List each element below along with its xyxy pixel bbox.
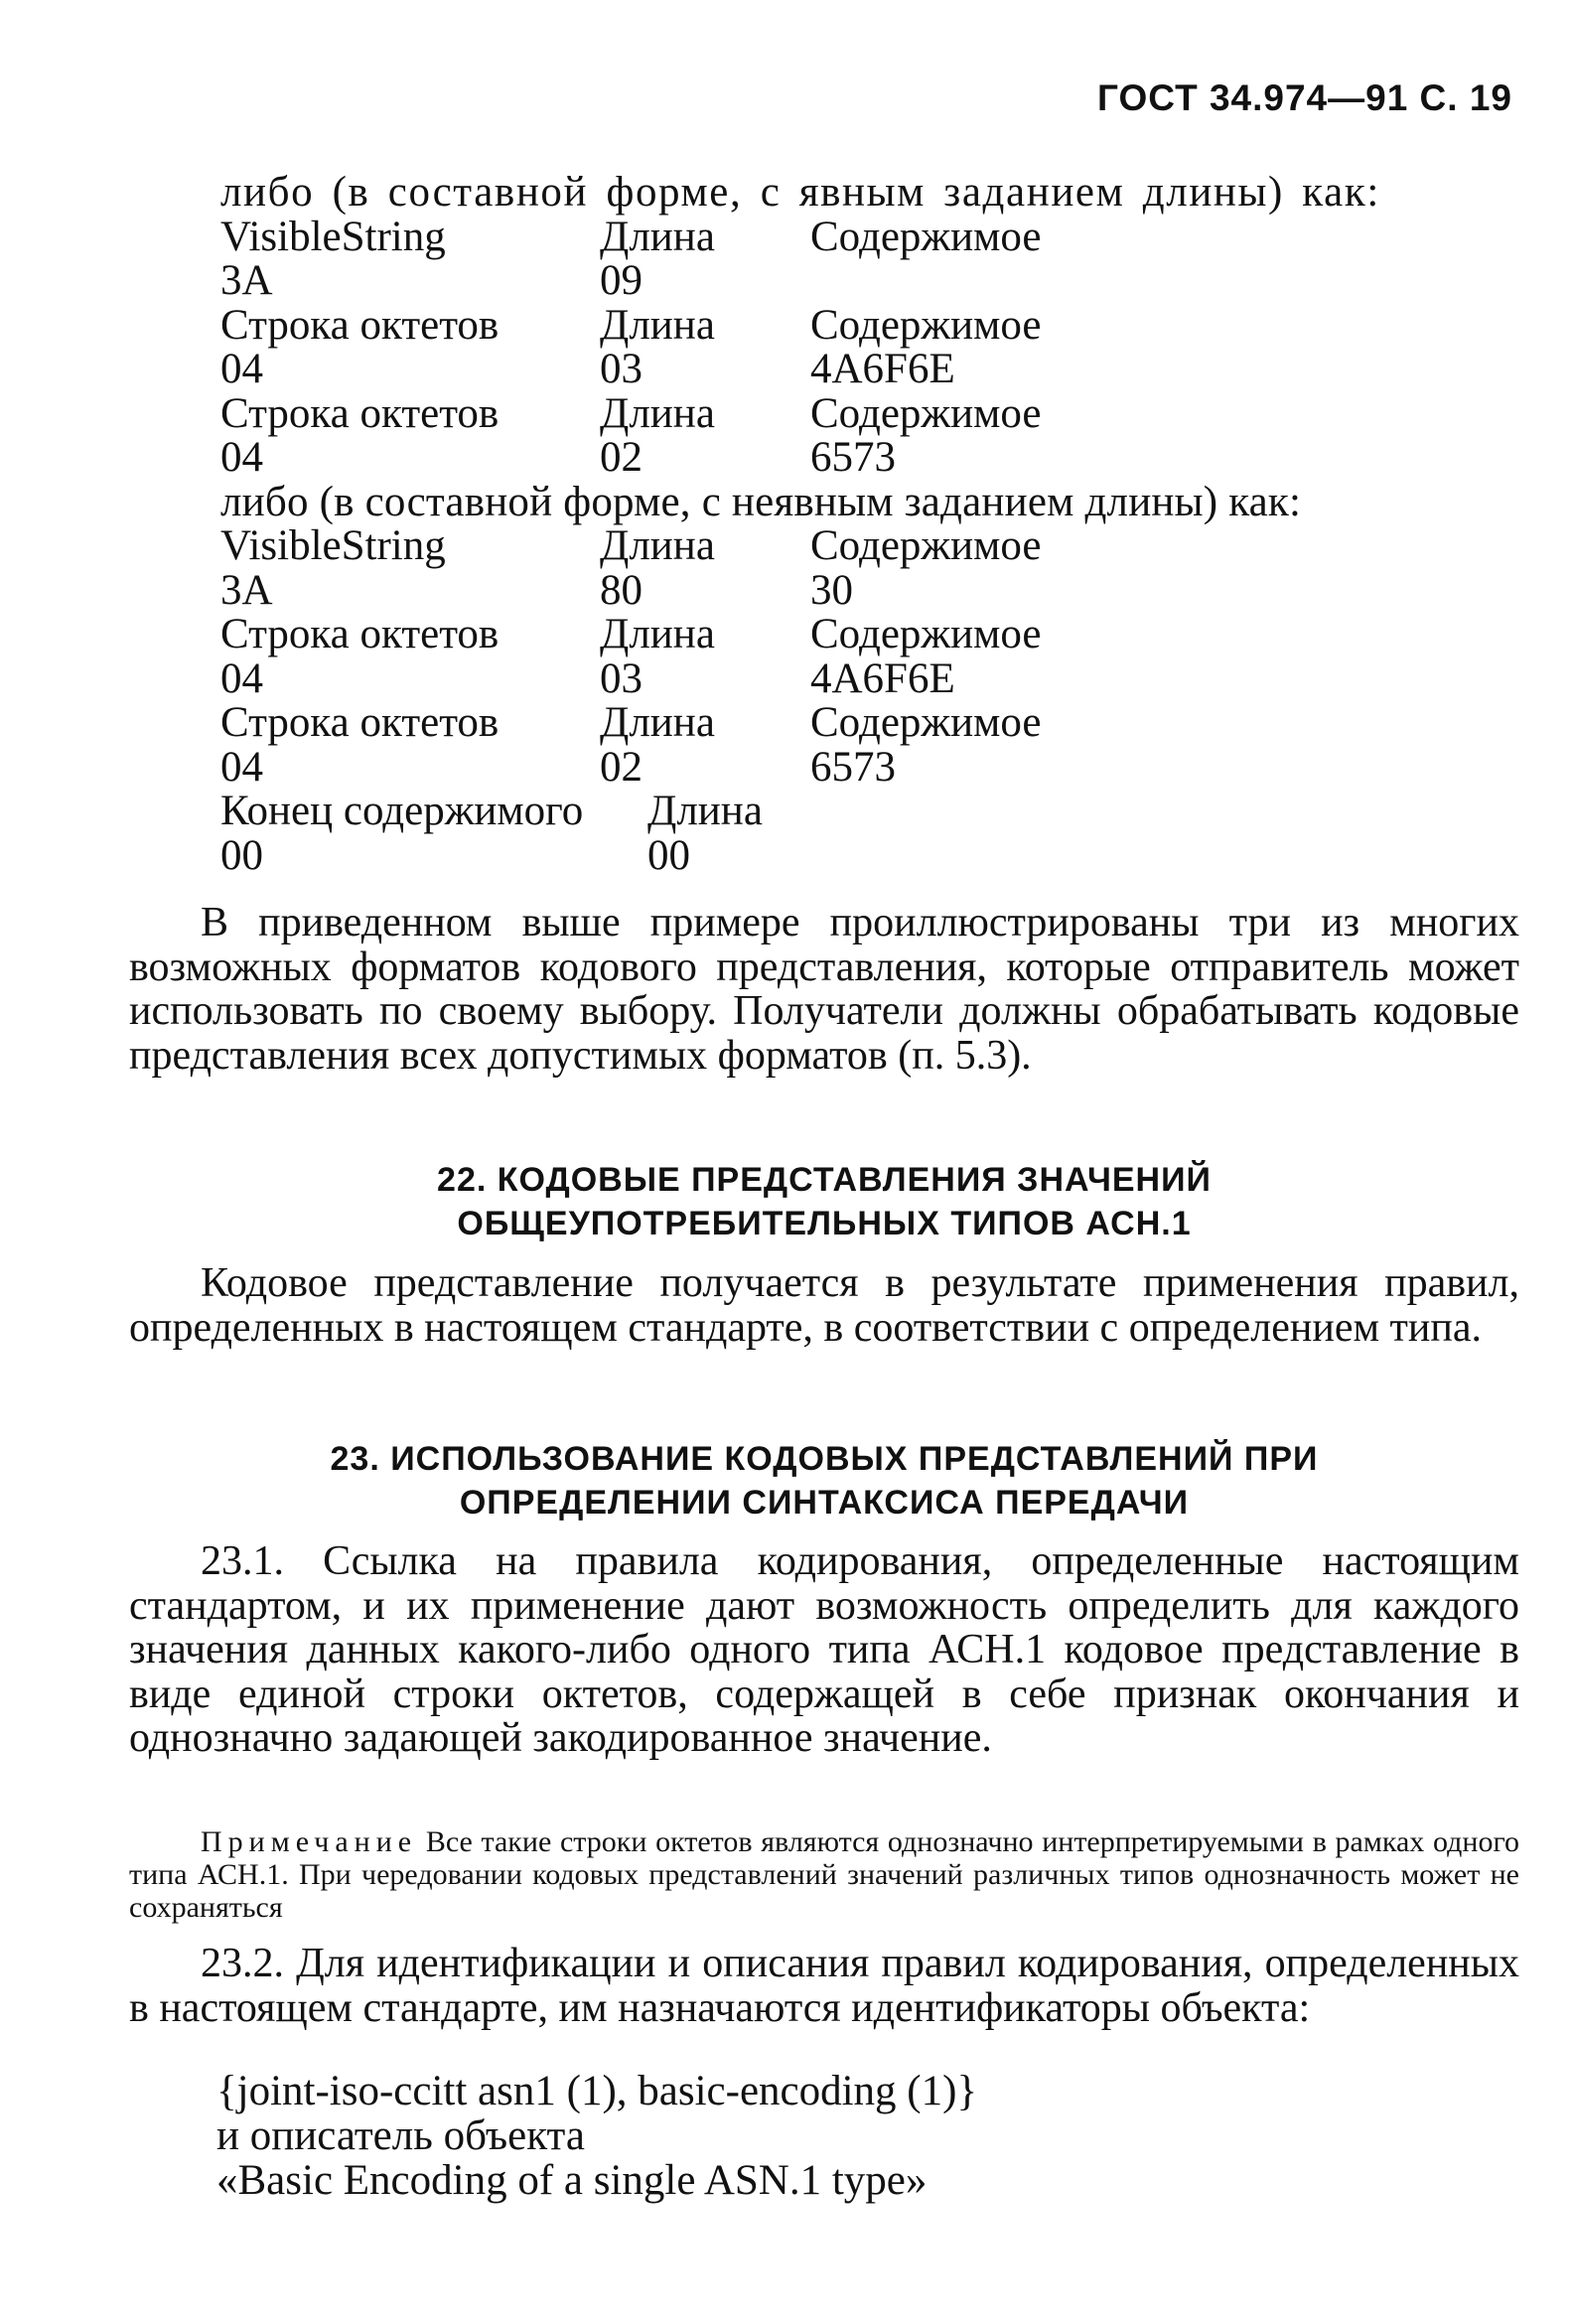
end-of-contents-labels: Конец содержимого Длина [220, 788, 763, 834]
encoding-row [220, 524, 1531, 569]
descriptor-intro: и описатель объекта [216, 2112, 585, 2159]
encoding-cell: Длина [600, 389, 715, 437]
encoding-cell: Содержимое [810, 522, 1042, 569]
encoding-row [220, 566, 1531, 614]
note-label: Примечание [201, 1825, 418, 1858]
encoding-row [220, 301, 1531, 349]
section-22-text: Кодовое представление получается в результате применения правил, определенных в настоящем стандарте, в соответствии с определением типа. [129, 1260, 1519, 1351]
encoding-row [220, 654, 1531, 702]
encoding-cell: 03 [600, 346, 643, 392]
encoding-row [220, 259, 1531, 304]
section-23-1-paragraph: 23.1. Ссылка на правила кодирования, определенные настоящим стандартом, и их применение дают возможность определить для каждого значения данных какого-либо одного типа АСН.1 кодовое представление в виде единой строки октетов, содержащей в себе признак окончания и однозначно задающей закодированное значение. [129, 1538, 1519, 1762]
encoding-cell: Содержимое [810, 213, 1042, 260]
encoding-cell: 04 [220, 743, 263, 791]
object-descriptor: «Basic Encoding of a single ASN.1 type» [216, 2157, 928, 2204]
encoding-cell: Длина [600, 213, 715, 260]
section-22-heading: 22. КОДОВЫЕ ПРЕДСТАВЛЕНИЯ ЗНАЧЕНИЙ ОБЩЕУПОТРЕБИТЕЛЬНЫХ ТИПОВ АСН.1 [437, 1161, 1212, 1242]
encoding-cell: 04 [220, 434, 263, 481]
section-23-2-paragraph: 23.2. Для идентификации и описания правил кодирования, определенных в настоящем стандарте, им назначаются идентификаторы объекта: [129, 1941, 1519, 2031]
explicit-length-intro: либо (в составной форме, с явным заданием длины) как: [220, 169, 1380, 216]
encoding-cell: Строка октетов [220, 611, 500, 657]
encoding-cell: Строка октетов [220, 699, 500, 746]
encoding-cell: Содержимое [810, 611, 1042, 657]
encoding-cell: 4A6F6E [810, 346, 955, 392]
end-of-contents-values: 00 00 [220, 831, 690, 879]
encoding-cell: 4A6F6E [810, 654, 955, 702]
encoding-row [220, 613, 1531, 657]
section-23-note: Примечание Все такие строки октетов являются однозначно интерпретируемыми в рамках одного типа АСН.1. При чередовании кодовых представлений значений различных типов однозначность может не сохраняться [129, 1825, 1519, 1924]
encoding-cell: 04 [220, 346, 263, 392]
encoding-cell: 80 [600, 566, 643, 614]
encoding-row [220, 701, 1531, 746]
encoding-row [220, 348, 1531, 392]
encoding-cell: Строка октетов [220, 389, 500, 437]
encoding-cell: Содержимое [810, 699, 1042, 746]
encoding-cell: Строка октетов [220, 301, 500, 349]
encoding-row [220, 436, 1531, 481]
implicit-length-block [220, 524, 1531, 790]
example-explanation-paragraph: В приведенном выше примере проиллюстрированы три из многих возможных форматов кодового представления, которые отправитель может использовать по своему выбору. Получатели должны обрабатывать кодовые представления всех допустимых форматов (п. 5.3). [129, 900, 1519, 1079]
encoding-cell: 02 [600, 434, 643, 481]
encoding-cell: Длина [600, 611, 715, 657]
object-identifier: {joint-iso-ccitt asn1 (1), basic-encoding (1)} [216, 2068, 978, 2114]
encoding-cell: VisibleString [220, 522, 446, 569]
encoding-cell: 30 [810, 566, 853, 614]
encoding-cell: 04 [220, 654, 263, 702]
explicit-length-block [220, 213, 1531, 481]
encoding-example [220, 171, 1531, 878]
encoding-row [220, 213, 1531, 260]
encoding-cell: Содержимое [810, 301, 1042, 349]
encoding-cell: 02 [600, 743, 643, 791]
section-23-heading: 23. ИСПОЛЬЗОВАНИЕ КОДОВЫХ ПРЕДСТАВЛЕНИЙ ПРИ ОПРЕДЕЛЕНИИ СИНТАКСИСА ПЕРЕДАЧИ [330, 1440, 1319, 1522]
encoding-cell: Содержимое [810, 389, 1042, 437]
encoding-row [220, 743, 1531, 791]
encoding-cell: 03 [600, 654, 643, 702]
encoding-cell: Длина [600, 699, 715, 746]
encoding-cell: Длина [600, 522, 715, 569]
encoding-cell: 09 [600, 257, 643, 304]
encoding-cell: 3A [220, 257, 273, 304]
encoding-row [220, 389, 1531, 437]
encoding-cell: 6573 [810, 743, 896, 791]
encoding-cell: Длина [600, 301, 715, 349]
encoding-cell: VisibleString [220, 213, 446, 260]
encoding-cell: 3A [220, 566, 273, 614]
encoding-cell: 6573 [810, 434, 896, 481]
implicit-length-intro: либо (в составной форме, с неявным заданием длины) как: [220, 478, 1302, 525]
running-head: ГОСТ 34.974—91 С. 19 [1097, 77, 1512, 118]
